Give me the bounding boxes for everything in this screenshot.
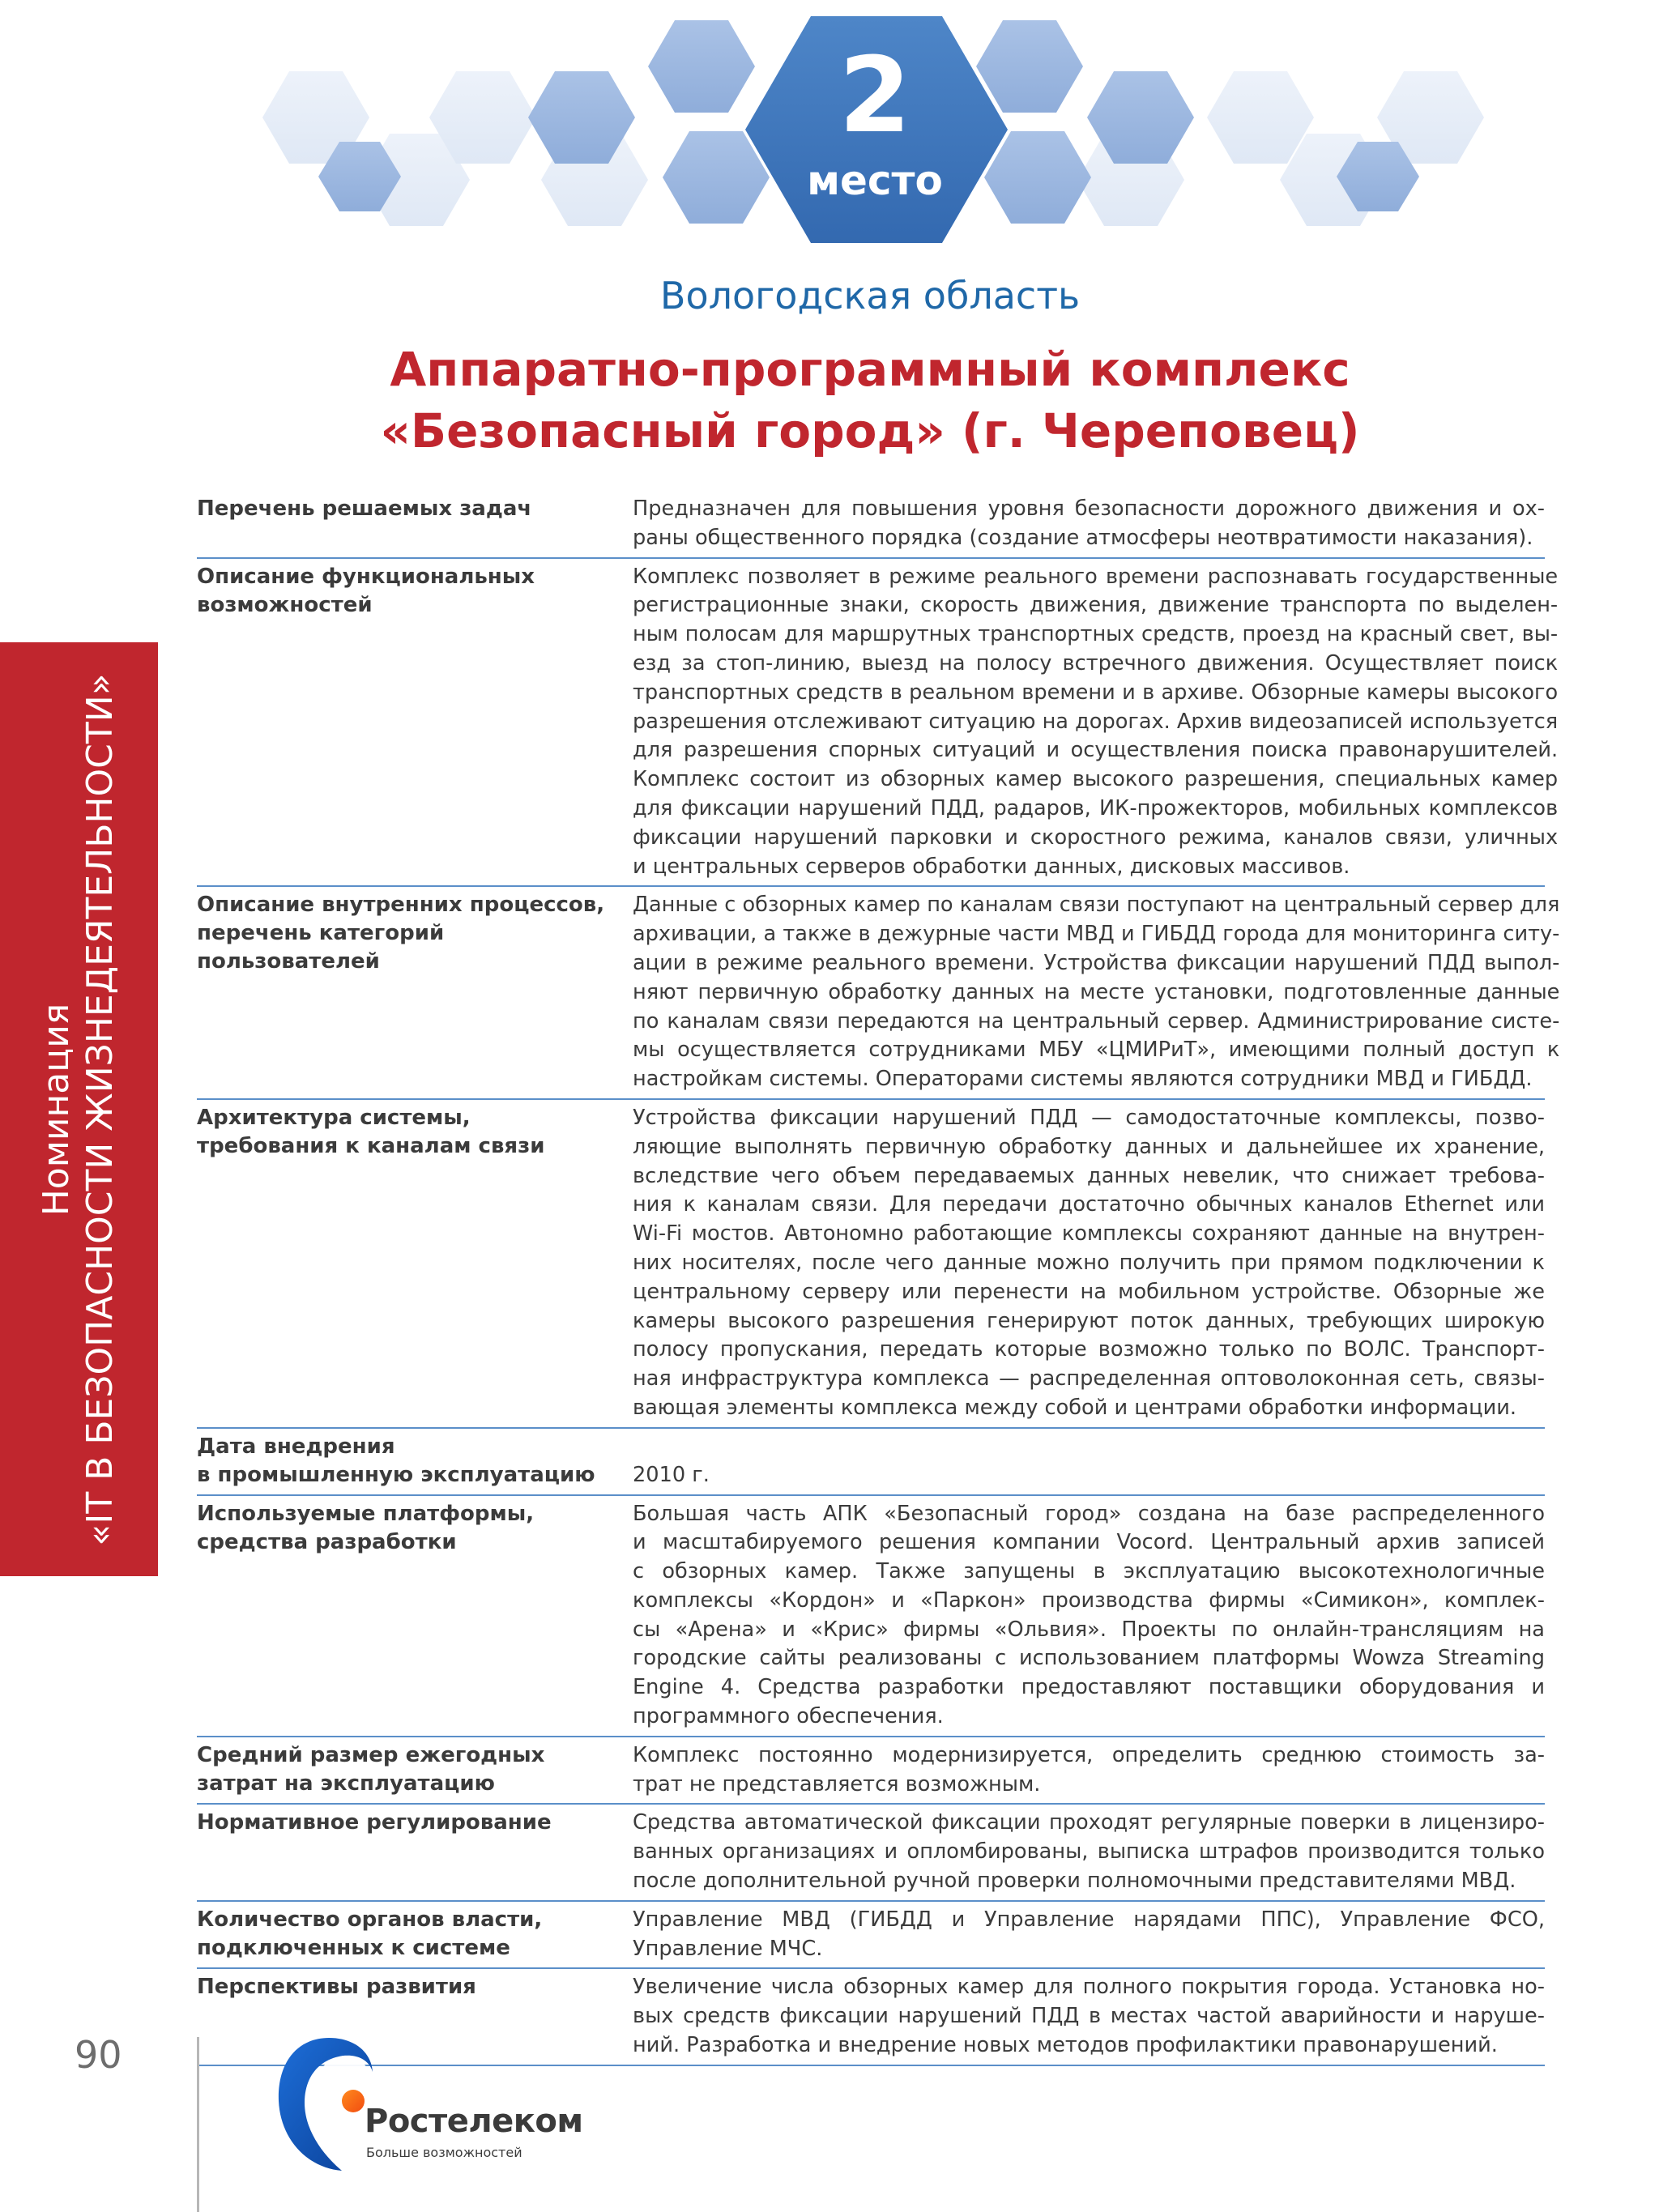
row-label xyxy=(197,1906,633,1964)
row-value xyxy=(633,1104,1545,1423)
row-value-line: центральному серверу или перенести на мобильном устройстве. Обзорные же xyxy=(633,1279,1545,1304)
row-value-line: камеры высокого разрешения генерируют поток данных, требующих широкую xyxy=(633,1308,1545,1333)
row-label-line: перечень категорий xyxy=(197,921,445,946)
row-value-line: них носителях, после чего данные можно получить при прямом подключении к xyxy=(633,1250,1545,1275)
row-value-line: Данные с обзорных камер по каналам связи поступают на центральный сервер для xyxy=(633,893,1560,918)
table-row xyxy=(197,1805,1545,1901)
nomination-name: «IT В БЕЗОПАСНОСТИ ЖИЗНЕДЕЯТЕЛЬНОСТИ» xyxy=(79,673,121,1546)
row-value-line: ации в режиме реального времени. Устройства фиксации нарушений ПДД выпол- xyxy=(633,950,1560,975)
row-value-line: и центральных серверов обработки данных, дисковых массивов. xyxy=(633,854,1350,879)
row-value-line: Комплекс постоянно модернизируется, определить среднюю стоимость за- xyxy=(633,1742,1545,1767)
row-value-line: для фиксации нарушений ПДД, радаров, ИК-прожекторов, мобильных комплексов xyxy=(633,795,1559,820)
table-row xyxy=(197,1429,1545,1496)
place-number: 2 xyxy=(838,36,911,156)
row-label-line: возможностей xyxy=(197,592,373,617)
row-value-line: ний. Разработка и внедрение новых методов профилактики правонарушений. xyxy=(633,2033,1498,2058)
page-title xyxy=(0,339,1659,462)
row-value-line: после дополнительной ручной проверки полномочными представителями МВД. xyxy=(633,1869,1516,1894)
info-table xyxy=(197,491,1560,2066)
row-label-line: Перспективы развития xyxy=(197,1975,476,2000)
row-value-line: Средства автоматической фиксации проходят регулярные поверки в лицензиро- xyxy=(633,1810,1545,1835)
row-label xyxy=(197,1500,633,1732)
row-value-line: вследствие чего объем передаваемых данных невелик, что снижает требова- xyxy=(633,1163,1545,1188)
row-label-line: в промышленную эксплуатацию xyxy=(197,1462,595,1487)
row-label-line: пользователей xyxy=(197,949,380,974)
table-row xyxy=(197,1969,1545,2065)
row-label-line: Количество органов власти, xyxy=(197,1907,543,1932)
row-value-line: программного обеспечения. xyxy=(633,1704,944,1729)
row-value-line: ным полосам для маршрутных транспортных средств, проезд на красный свет, вы- xyxy=(633,622,1559,647)
row-value-line: для разрешения спорных ситуаций и осуществления поиска правонарушителей. xyxy=(633,738,1559,763)
nomination-text xyxy=(35,664,122,1555)
region-heading: Вологодская область xyxy=(659,274,1081,318)
row-value xyxy=(633,891,1559,1094)
row-value-line: раны общественного порядка (создание атмосферы неотвратимости наказания). xyxy=(633,525,1533,550)
footer-divider xyxy=(197,2037,199,2212)
row-label xyxy=(197,1433,633,1490)
row-value-line: Комплекс состоит из обзорных камер высокого разрешения, специальных камер xyxy=(633,767,1559,792)
row-value xyxy=(633,495,1545,553)
table-row xyxy=(197,1737,1545,1805)
row-value-line: 2010 г. xyxy=(633,1462,710,1487)
row-label-line: требования к каналам связи xyxy=(197,1133,545,1158)
row-value xyxy=(633,563,1558,882)
row-value-line: трат не представляется возможным. xyxy=(633,1771,1041,1796)
row-value xyxy=(633,1500,1545,1732)
row-value-line: ляющие выполнять первичную обработку данных и дальнейшее их хранение, xyxy=(633,1134,1545,1159)
row-value xyxy=(633,1906,1545,1964)
row-label xyxy=(197,1741,633,1800)
row-value-line: Управление МЧС. xyxy=(633,1936,823,1961)
row-value-line: транспортных средств в реальном времени и в архиве. Обзорные камеры высокого xyxy=(633,680,1559,705)
row-value-line: Engine 4. Средства разработки предоставляют поставщики оборудования и xyxy=(633,1675,1545,1700)
row-value-line: Предназначен для повышения уровня безопасности дорожного движения и ох- xyxy=(633,497,1545,521)
row-value-line: езд за стоп-линию, выезд на полосу встречного движения. Осуществляет поиск xyxy=(633,650,1559,676)
row-value-line: вающая элементы комплекса между собой и центрами обработки информации. xyxy=(633,1395,1516,1420)
row-label xyxy=(197,1973,633,2060)
row-label xyxy=(197,891,633,1094)
page-number: 90 xyxy=(75,2033,122,2077)
row-value-line: Комплекс позволяет в режиме реального времени распознавать государственные xyxy=(633,564,1559,589)
row-value-line: и масштабируемого решения компании Vocord. Центральный архив записей xyxy=(633,1530,1545,1555)
row-value-line: вых средств фиксации нарушений ПДД в местах частой аварийности и наруше- xyxy=(633,2004,1545,2029)
row-label-line: Описание функциональных xyxy=(197,564,535,589)
row-value xyxy=(633,1741,1545,1800)
row-value-line: комплексы «Кордон» и «Паркон» производства фирмы «Симикон», комплек- xyxy=(633,1588,1545,1613)
row-value xyxy=(633,1433,1545,1490)
table-row xyxy=(197,559,1559,888)
row-value-line: с обзорных камер. Также запущены в эксплуатацию высокотехнологичные xyxy=(633,1559,1545,1584)
table-row xyxy=(197,491,1545,559)
table-row xyxy=(197,887,1560,1100)
hex-shape xyxy=(648,20,755,113)
row-value-line: ванных организациях и опломбированы, выписка штрафов производится только xyxy=(633,1839,1545,1865)
logo-name: Ростелеком xyxy=(365,2103,583,2140)
row-value-line: Увеличение числа обзорных камер для полного покрытия города. Установка но- xyxy=(633,1975,1545,2000)
row-value-line: сы «Арена» и «Крис» фирмы «Ольвия». Проекты по онлайн-трансляциям на xyxy=(633,1617,1545,1642)
row-value-line: Wi-Fi мостов. Автономно работающие комплексы сохраняют данные на внутрен- xyxy=(633,1221,1545,1247)
table-row xyxy=(197,1100,1545,1429)
place-label: место xyxy=(807,157,943,204)
row-value-line: няют первичную обработку данных на месте установки, подготовленные данные xyxy=(633,979,1560,1004)
row-label xyxy=(197,1104,633,1423)
row-value-line: Управление МВД (ГИБДД и Управление нарядами ППС), Управление ФСО, xyxy=(633,1907,1545,1932)
row-label-line: средства разработки xyxy=(197,1529,457,1554)
row-label-line: Архитектура системы, xyxy=(197,1105,471,1130)
row-value-line: ния к каналам связи. Для передачи достаточно обычных каналов Ethernet или xyxy=(633,1192,1545,1217)
row-label-line: Дата внедрения xyxy=(197,1434,395,1459)
row-label-line: затрат на эксплуатацию xyxy=(197,1771,495,1796)
row-value-line: городские сайты реализованы с использованием платформы Wowza Streaming xyxy=(633,1646,1545,1671)
row-value-line: полосу пропускания, передать которые возможно только по ВОЛС. Транспорт- xyxy=(633,1337,1545,1362)
row-label-line: Средний размер ежегодных xyxy=(197,1742,545,1767)
rostelecom-logo-icon xyxy=(272,2031,377,2177)
row-value-line: настройкам системы. Операторами системы являются сотрудники МВД и ГИБДД. xyxy=(633,1067,1533,1092)
row-value-line: Устройства фиксации нарушений ПДД — самодостаточные комплексы, позво- xyxy=(633,1105,1545,1130)
row-label-line: подключенных к системе xyxy=(197,1935,510,1960)
logo-tagline: Больше возможностей xyxy=(366,2145,522,2160)
row-label xyxy=(197,495,633,553)
row-label-line: Описание внутренних процессов, xyxy=(197,893,605,918)
row-value-line: регистрационные знаки, скорость движения, движение транспорта по выделен- xyxy=(633,593,1559,618)
table-row xyxy=(197,1902,1545,1970)
nomination-label: Номинация xyxy=(36,1003,77,1217)
row-value xyxy=(633,1973,1545,2060)
row-value-line: архивации, а также в дежурные части МВД и ГИБДД города для мониторинга ситу- xyxy=(633,922,1560,947)
row-value-line: ная инфраструктура комплекса — распределенная оптоволоконная сеть, связы- xyxy=(633,1366,1545,1392)
title-line: «Безопасный город» (г. Череповец) xyxy=(380,403,1360,458)
row-label-line: Перечень решаемых задач xyxy=(197,497,532,521)
title-line: Аппаратно-программный комплекс xyxy=(390,342,1350,397)
row-label xyxy=(197,1809,633,1895)
row-value-line: мы осуществляется сотрудниками МБУ «ЦМИРиТ», имеющими полный доступ к xyxy=(633,1038,1560,1063)
row-value-line: Большая часть АПК «Безопасный город» создана на базе распределенного xyxy=(633,1501,1545,1526)
row-value-line: по каналам связи передаются на центральный сервер. Администрирование систе- xyxy=(633,1008,1560,1034)
table-row xyxy=(197,1496,1545,1737)
row-value-line: фиксации нарушений парковки и скоростного режима, каналов связи, уличных xyxy=(633,825,1559,850)
row-label-line: Нормативное регулирование xyxy=(197,1810,552,1835)
row-value xyxy=(633,1809,1545,1895)
row-label xyxy=(197,563,633,882)
row-value-line: разрешения отслеживают ситуацию на дорогах. Архив видеозаписей используется xyxy=(633,709,1559,734)
row-label-line: Используемые платформы, xyxy=(197,1501,535,1526)
